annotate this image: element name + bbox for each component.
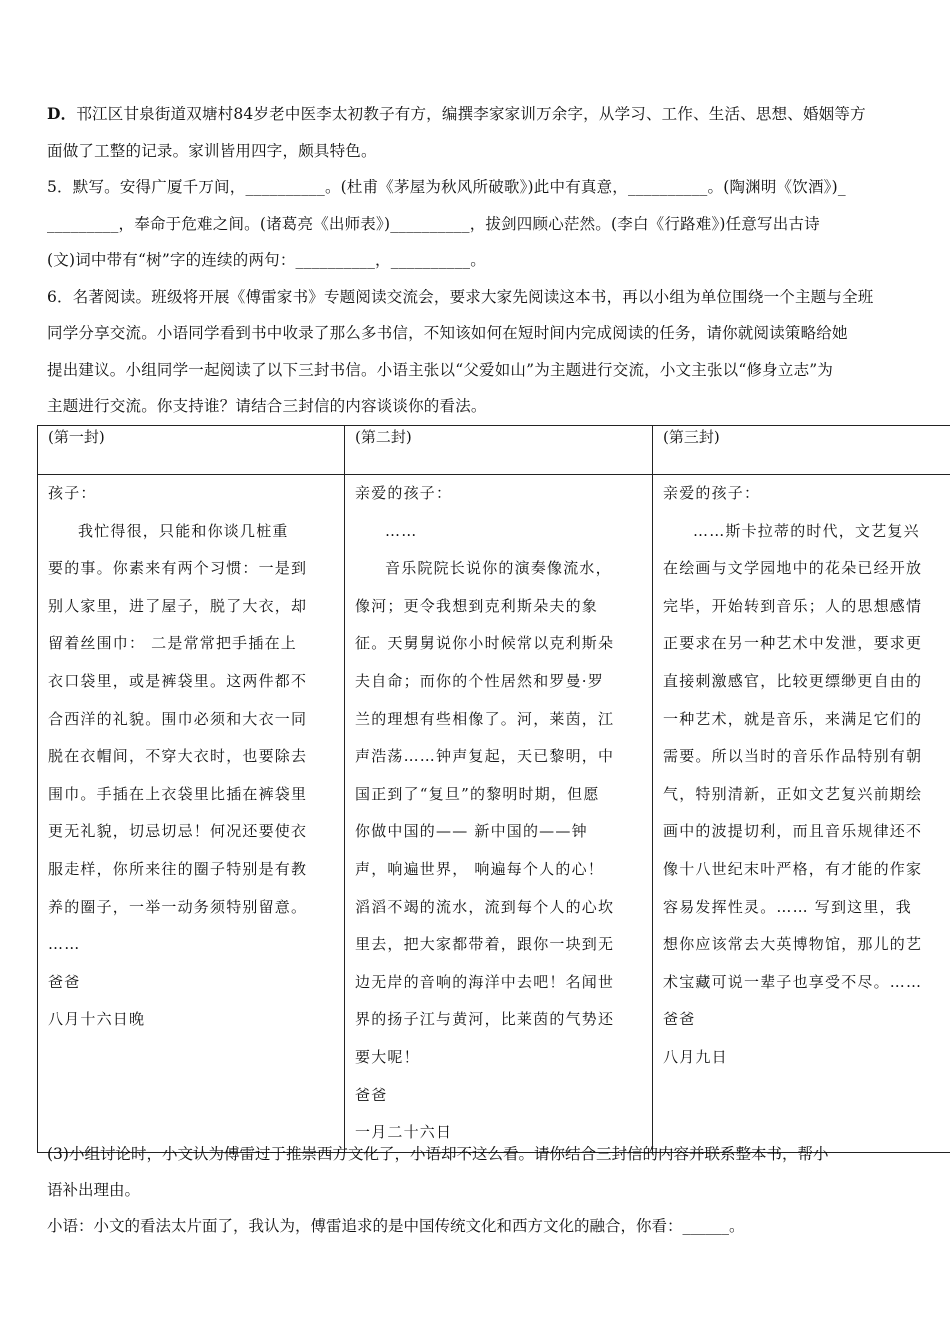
- letter-date: 八月十六日晚: [48, 1010, 146, 1029]
- header-second-letter: (第二封): [345, 426, 653, 475]
- letter-line: 亲爱的孩子：: [663, 484, 761, 502]
- question-3-line-2: 语补出理由。: [47, 1181, 141, 1199]
- header-third-letter: (第三封): [653, 426, 950, 475]
- letter-line: 衣口袋里，或是裤袋里。这两件都不: [48, 671, 308, 690]
- letter-line: 里去，把大家都带着，跟你一块到无: [355, 935, 615, 954]
- letter-line: 亲爱的孩子：: [355, 484, 453, 502]
- letter-date: 八月九日: [663, 1047, 728, 1066]
- letter-line: 服走样，你所来往的圈子特别是有教: [48, 859, 308, 878]
- letter-line: 国正到了“复旦”的黎明时期，但愿: [355, 784, 600, 803]
- question-6-line-1: 6．名著阅读。班级将开展《傅雷家书》专题阅读交流会，要求大家先阅读这本书，再以小组为单位围绕一个主题与全班: [47, 287, 874, 306]
- letters-table: [37, 425, 950, 1153]
- letter-line: 气，特别清新，正如文艺复兴前期绘: [663, 784, 923, 803]
- letter-line: 留着丝围巾： 二是常常把手插在上: [48, 634, 297, 653]
- question-6-line-2: 同学分享交流。小语同学看到书中收录了那么多书信，不知该如何在短时间内完成阅读的任务，请你就阅读策略给她: [47, 324, 848, 342]
- letter-line: 需要。所以当时的音乐作品特别有朝: [663, 747, 923, 766]
- letter-line: 正要求在另一种艺术中发泄，要求更: [663, 634, 923, 653]
- letter-line: 我忙得很，只能和你谈几桩重: [78, 521, 289, 540]
- letter-line: 脱在衣帽间，不穿大衣时，也要除去: [48, 747, 308, 766]
- letter-line: ……斯卡拉蒂的时代，文艺复兴: [693, 521, 920, 540]
- letter-signature: 爸爸: [355, 1085, 388, 1104]
- letter-line: 画中的波提切利，而且音乐规律还不: [663, 822, 923, 841]
- letter-line: ……: [385, 521, 418, 540]
- letter-signature: 爸爸: [663, 1010, 696, 1029]
- letter-line: 夫自命；而你的个性居然和罗曼·罗: [355, 671, 604, 690]
- letter-line: ……: [48, 935, 81, 954]
- letter-line: 孩子：: [48, 484, 97, 502]
- question-6-line-4: 主题进行交流。你支持谁？请结合三封信的内容谈谈你的看法。: [47, 397, 487, 415]
- intro-block: [47, 96, 909, 425]
- letter-line: 养的圈子，一举一动务须特别留意。: [48, 897, 308, 916]
- letter-line: 你做中国的—— 新中国的——钟: [355, 822, 588, 841]
- second-letter-cell: [345, 475, 653, 1153]
- letter-line: 一种艺术，就是音乐，来满足它们的: [663, 709, 923, 728]
- letter-line: 声，响遍世界， 响遍每个人的心！: [355, 859, 604, 878]
- question-5-line-1: 5．默写。安得广厦千万间，__________。(杜甫《茅屋为秋风所破歌》)此中有真意，__________。(陶渊明《饮酒》)_: [47, 178, 846, 196]
- letter-line: 兰的理想有些相像了。河，莱茵，江: [355, 709, 615, 728]
- third-letter-cell: [653, 475, 950, 1153]
- letter-line: 声浩荡……钟声复起，天已黎明，中: [355, 747, 615, 766]
- letter-line: 容易发挥性灵。…… 写到这里，我: [663, 897, 912, 916]
- letter-line: 界的扬子江与黄河，比莱茵的气势还: [355, 1010, 615, 1029]
- letter-line: 滔滔不竭的流水，流到每个人的心坎: [355, 897, 615, 916]
- letter-line: 边无岸的音响的海洋中去吧！名闻世: [355, 972, 615, 991]
- letter-line: 围巾。手插在上衣袋里比插在裤袋里: [48, 784, 308, 803]
- letter-line: 要大呢！: [355, 1047, 420, 1066]
- answer-line: 小语：小文的看法太片面了，我认为，傅雷追求的是中国传统文化和西方文化的融合，你看：______。: [47, 1217, 745, 1235]
- letter-line: 合西洋的礼貌。围巾必须和大衣一同: [48, 709, 308, 728]
- letter-line: 别人家里，进了屋子，脱了大衣，却: [48, 596, 308, 615]
- letter-line: 更无礼貌，切忌切忌！何况还要使衣: [48, 822, 308, 841]
- option-d-line-1: D．邗江区甘泉街道双塘村84岁老中医李太初教子有方，编撰李家家训万余字，从学习、工作、生活、思想、婚姻等方: [47, 104, 866, 123]
- letter-line: 在绘画与文学园地中的花朵已经开放: [663, 559, 923, 578]
- option-d-label: D．: [47, 104, 77, 123]
- letter-line: 要的事。你素来有两个习惯：一是到: [48, 559, 308, 578]
- question-5-line-2: _________，奉命于危难之间。(诸葛亮《出师表》)__________，拔剑四顾心茫然。(李白《行路难》)任意写出古诗: [47, 214, 820, 233]
- letter-line: 完毕，开始转到音乐；人的思想感情: [663, 596, 923, 615]
- letter-line: 想你应该常去大英博物馆，那儿的艺: [663, 935, 923, 954]
- letters-body-row: [38, 475, 950, 1153]
- letter-line: 音乐院院长说你的演奏像流水，: [385, 559, 612, 578]
- question-3-line-1: (3)小组讨论时，小文认为傅雷过于推崇西方文化了，小语却不这么看。请你结合三封信的内容并联系整本书，帮小: [47, 1145, 829, 1163]
- letter-date: 一月二十六日: [355, 1123, 453, 1142]
- followup-block: [47, 1136, 909, 1244]
- letter-line: 术宝藏可说一辈子也享受不尽。……: [663, 972, 923, 991]
- letters-header-row: [38, 426, 950, 475]
- question-6-line-3: 提出建议。小组同学一起阅读了以下三封书信。小语主张以“父爱如山”为主题进行交流，小文主张以“修身立志”为: [47, 360, 834, 379]
- letter-line: 像十八世纪末叶严格，有才能的作家: [663, 859, 923, 878]
- letter-line: 征。天舅舅说你小时候常以克利斯朵: [355, 634, 615, 653]
- letter-line: 像河；更令我想到克利斯朵夫的象: [355, 596, 599, 615]
- first-letter-cell: [38, 475, 345, 1153]
- question-5-line-3: (文)词中带有“树”字的连续的两句：__________，__________。: [47, 251, 486, 269]
- header-first-letter: (第一封): [38, 426, 345, 475]
- letter-line: 直接刺激感官，比较更缥缈更自由的: [663, 671, 923, 690]
- letter-signature: 爸爸: [48, 972, 81, 991]
- option-d-line-2: 面做了工整的记录。家训皆用四字，颇具特色。: [47, 141, 377, 160]
